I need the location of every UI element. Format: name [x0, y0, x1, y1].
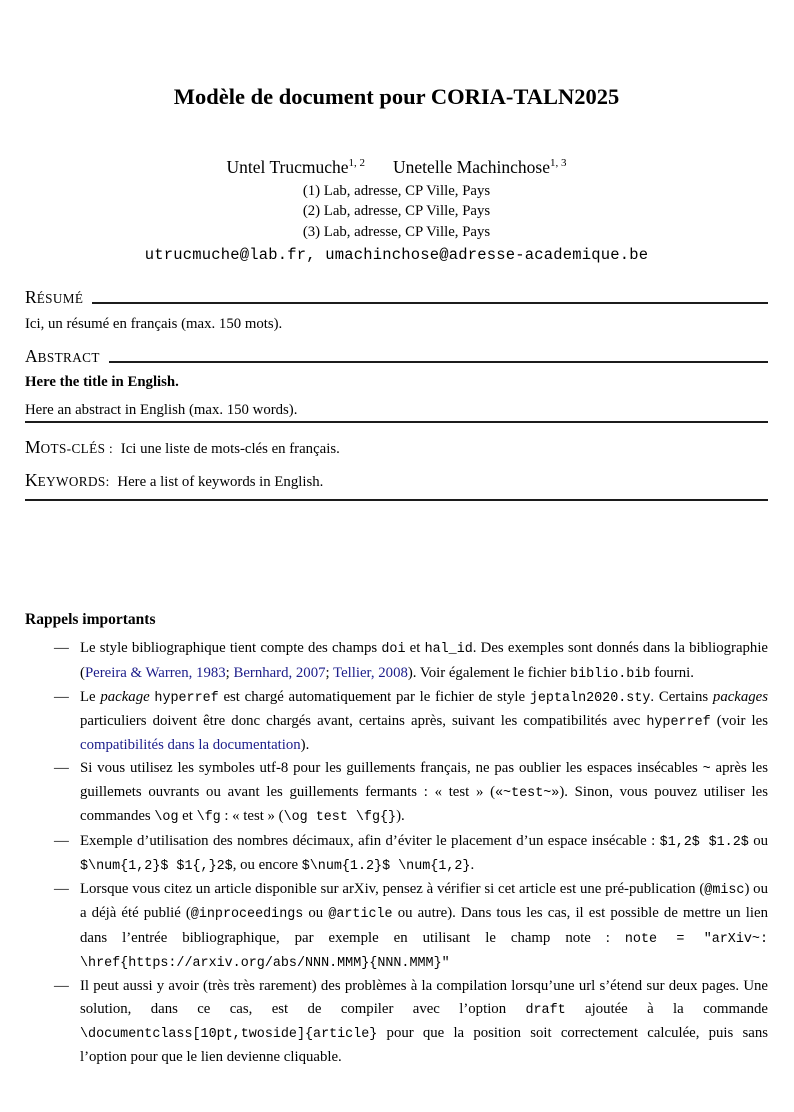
text-segment: après les guillemets ouvrants ou avant les guillements fermants : « test » ( [80, 759, 768, 800]
text-segment: packages [712, 688, 768, 705]
text-segment: . Certains [650, 688, 713, 705]
text-segment: $\num{1.2}$ \num{1,2} [301, 858, 471, 874]
author-superscript: 1, 2 [348, 157, 366, 170]
abstract-text: Here an abstract in English (max. 150 words). [25, 401, 768, 423]
resume-text: Ici, un résumé en français (max. 150 mots). [25, 316, 283, 333]
item-dash-bullet: — [54, 688, 69, 705]
text-segment: \fg [196, 810, 221, 826]
resume-rule [92, 302, 768, 304]
text-segment: est chargé automatiquement par le fichier de style [218, 688, 530, 705]
resume-section-header [25, 288, 768, 308]
text-segment: $\num{1,2}$ $1{,}2$ [80, 858, 233, 874]
affiliation-line: (3) Lab, adresse, CP Ville, Pays [302, 223, 491, 240]
english-title: Here the title in English. [25, 374, 179, 391]
text-segment: Exemple d’utilisation des nombres décimaux, afin d’éviter le placement d’un espace insécable : [80, 832, 660, 849]
text-segment: ou [303, 905, 329, 922]
text-segment: ; [325, 664, 334, 681]
author-name: Untel Trucmuche [226, 157, 349, 177]
author-name: Unetelle Machinchose [393, 157, 550, 177]
author-superscript: 1, 3 [549, 157, 567, 170]
text-segment: ajoutée à la commande [565, 1000, 768, 1017]
reminders-list [25, 637, 768, 1068]
text-segment: : « test » ( [220, 808, 284, 825]
text-segment: doi [381, 642, 406, 658]
author-emails: utrucmuche@lab.fr, umachinchose@adresse-academique.be [144, 246, 649, 265]
citation-link[interactable]: Pereira & Warren, 1983 [84, 664, 226, 681]
text-segment: $1,2$ $1.2$ [659, 834, 749, 850]
item-dash-bullet: — [54, 640, 69, 657]
text-segment: . Des exemples sont donnés dans la bibliographie ( [80, 640, 769, 681]
text-segment: particuliers doivent être donc chargés avant, certains après, suivant les compatibilités avec [80, 713, 647, 730]
text-segment: note = "arXiv~: \href{https://arxiv.org/abs/NNN.MMM}{NNN.MMM}" [80, 931, 768, 972]
reminders-heading: Rappels importants [25, 611, 156, 629]
reminder-item [25, 975, 768, 1068]
text-segment: ) ou a déjà été publié ( [80, 881, 768, 922]
reminder-item-text [80, 640, 768, 680]
abstract-rule [109, 361, 768, 363]
item-dash-bullet: — [54, 759, 69, 776]
text-segment: ou [748, 832, 768, 849]
text-segment: package [100, 688, 150, 705]
reminder-item-text [80, 689, 768, 754]
motscles-text: Ici une liste de mots-clés en français. [120, 441, 340, 458]
text-segment: hyperref [154, 690, 219, 706]
text-segment: Le style bibliographique tient compte des champs [80, 640, 382, 657]
text-segment: ). [396, 808, 405, 825]
abstract-section-header [25, 347, 768, 367]
keywords-bottom-rule [25, 499, 768, 501]
text-segment: hyperref [646, 715, 711, 731]
text-segment: et [405, 640, 425, 657]
keywords-text: Here a list of keywords in English. [117, 474, 324, 491]
motscles-line [25, 438, 768, 458]
text-segment: jeptaln2020.sty [529, 690, 651, 706]
text-segment: \documentclass[10pt,twoside]{article} [80, 1026, 378, 1042]
affiliation-line: (1) Lab, adresse, CP Ville, Pays [302, 183, 491, 199]
reminder-item [25, 686, 768, 757]
text-segment: Le [80, 688, 101, 705]
text-segment: @inproceedings [190, 907, 304, 923]
text-segment: \og [154, 810, 179, 826]
text-segment: ; [225, 664, 234, 681]
text-segment: ). [300, 737, 310, 754]
text-segment: fourni. [650, 664, 694, 681]
keywords-line [25, 471, 768, 491]
reminder-item-text [80, 881, 768, 970]
text-segment: ). Sinon, vous pouvez utiliser les commandes [80, 784, 768, 825]
text-segment: . [470, 856, 475, 873]
affiliations-block [25, 181, 768, 242]
text-segment: pour que la position soit correctement calculée, puis sans l’option pour que le lien devienne cliquable. [80, 1024, 768, 1066]
text-segment: draft [525, 1002, 566, 1018]
text-segment: Il peut aussi y avoir (très très rarement) des problèmes à la compilation lorsqu’une url s’étend sur deux pages. Une solution, dans ce cas, est de compiler avec l’option [80, 978, 768, 1017]
text-segment: ou autre). Dans tous les cas, il est possible de mettre un lien dans l’entrée bibliographique, par exemple en utilisant le champ note : [80, 905, 768, 946]
citation-link[interactable]: Tellier, 2008 [333, 664, 408, 681]
reminder-item [25, 830, 768, 879]
reminder-item-text [80, 833, 768, 873]
text-segment: ). Voir également le fichier [407, 664, 571, 681]
text-segment: Si vous utilisez les symboles utf-8 pour les guillements français, ne pas oublier les espaces insécables [80, 759, 703, 776]
text-segment: Lorsque vous citez un article disponible sur arXiv, pensez à vérifier si cet article est une pré-publication ( [80, 881, 705, 898]
author-line [25, 156, 768, 178]
item-dash-bullet: — [54, 881, 69, 898]
text-segment: et [178, 808, 197, 825]
text-segment: hal_id [424, 642, 473, 658]
reminder-item [25, 637, 768, 686]
text-segment: «~test~» [495, 786, 560, 801]
reminder-item [25, 757, 768, 830]
reminder-item-text [80, 760, 768, 825]
text-segment: ~ [702, 761, 711, 777]
text-segment: (voir les [710, 713, 768, 730]
motscles-label: MOTS-CLÉS : [25, 437, 114, 458]
item-dash-bullet: — [54, 832, 69, 849]
text-segment: @article [328, 907, 393, 923]
reminder-item [25, 878, 768, 975]
text-segment: biblio.bib [570, 666, 651, 682]
affiliation-line: (2) Lab, adresse, CP Ville, Pays [302, 203, 491, 220]
text-segment: \og test \fg{} [283, 810, 397, 826]
citation-link[interactable]: Bernhard, 2007 [233, 664, 326, 681]
reminder-item-text [80, 978, 768, 1065]
text-segment: , ou encore [232, 856, 302, 873]
hyperlink[interactable]: compatibilités dans la documentation [80, 737, 301, 754]
author [227, 157, 366, 177]
author [393, 157, 566, 177]
resume-label: RÉSUMÉ [25, 287, 84, 308]
abstract-label: ABSTRACT [25, 346, 100, 367]
keywords-label: KEYWORDS: [25, 470, 110, 491]
paper-title: Modèle de document pour CORIA-TALN2025 [173, 84, 620, 109]
text-segment: @misc [704, 883, 745, 899]
item-dash-bullet: — [54, 978, 69, 995]
